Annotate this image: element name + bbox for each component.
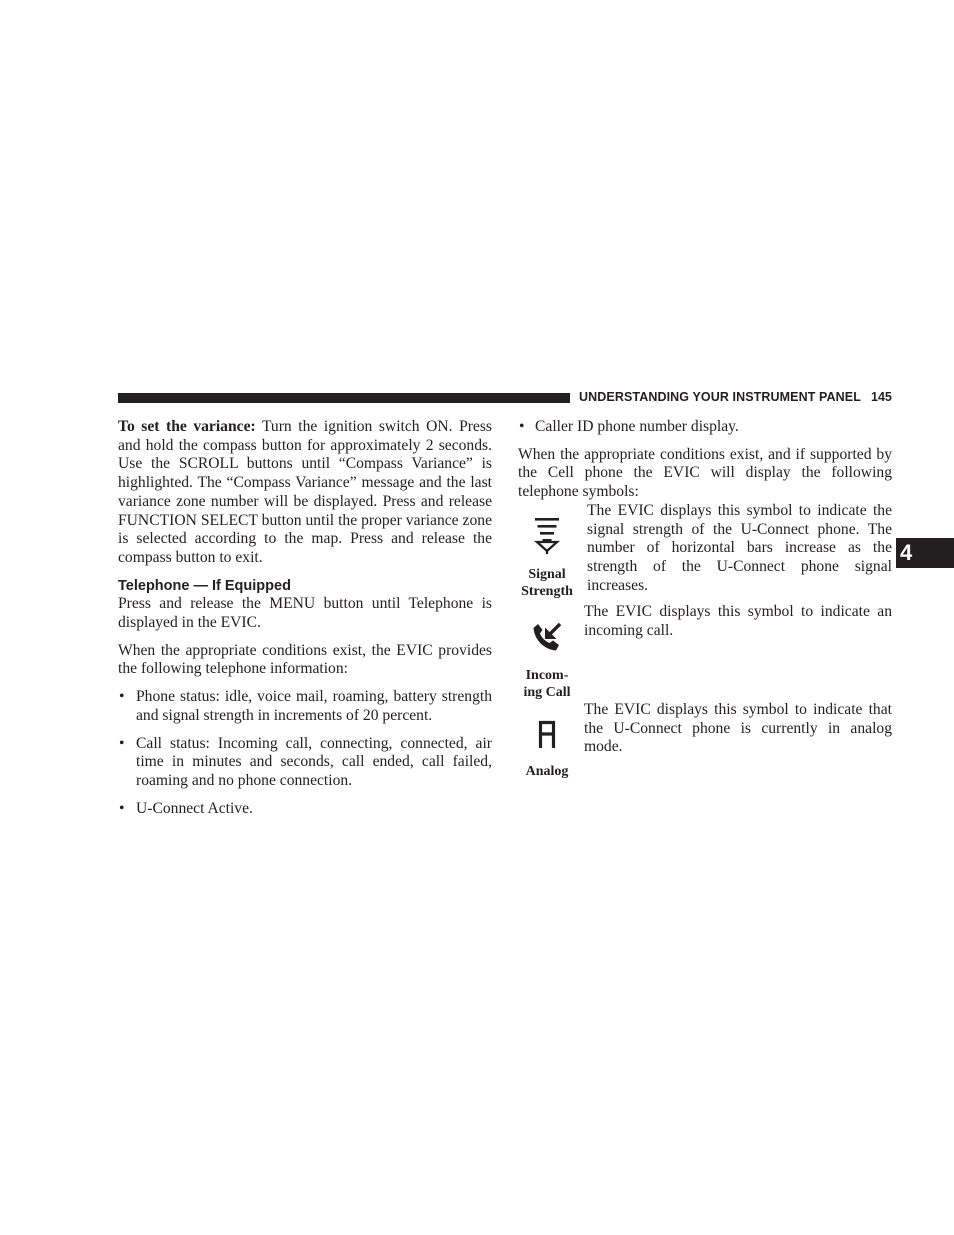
incoming-call-description: The EVIC displays this symbol to indicate an incoming call. [584,603,892,639]
page-number: 145 [871,390,892,404]
signal-strength-icon [533,516,561,554]
signal-strength-description: The EVIC displays this symbol to indicate the signal strength of the U-Connect phone. The number of horizontal bars increase as the strength of the U-Connect phone signal increases. [587,502,892,594]
variance-text: Turn the ignition switch ON. Press and hold the compass button for approximately 2 seconds. Use the SCROLL buttons until “Compass Variance” is highlighted. The “Compass Variance” message and the last variance zone number will be displayed. Press and release FUNCTION SELECT button until the proper variance zone is selected according to the map. Press and release the compass button to exit. [118,418,492,566]
header-rule [118,393,570,403]
incoming-call-label: Incom- ing Call [523,668,571,700]
analog-icon [537,719,557,749]
menu-paragraph: Press and release the MENU button until Telephone is displayed in the EVIC. [118,595,492,632]
telephone-info-list [118,688,492,818]
variance-lead: To set the variance: [118,418,256,435]
symbols-intro-paragraph: When the appropriate conditions exist, and if supported by the Cell phone the EVIC will display the following telephone symbols: [518,445,892,501]
list-item: • Phone status: idle, voice mail, roaming, battery strength and signal strength in increments of 20 percent. [119,688,492,724]
bullet-glyph: • [519,418,525,435]
incoming-call-row [518,603,892,698]
analog-description: The EVIC displays this symbol to indicate that the U-Connect phone is currently in analog mode. [584,701,892,756]
bullet-glyph: • [119,734,125,752]
right-column [518,418,892,502]
signal-strength-row [518,502,892,602]
signal-strength-symbol [518,516,576,600]
incoming-call-icon [531,621,563,653]
variance-paragraph [118,418,492,568]
incoming-call-symbol [518,621,576,701]
caller-id-list [518,418,892,437]
bullet-glyph: • [119,799,125,817]
left-column [118,418,492,818]
section-title: UNDERSTANDING YOUR INSTRUMENT PANEL [579,390,861,404]
list-item: • Call status: Incoming call, connecting, connected, air time in minutes and seconds, call ended, call failed, roaming and no phone connection. [119,734,492,789]
signal-strength-label: Signal Strength [521,567,573,599]
chapter-tab: 4 [896,538,954,568]
analog-symbol [518,719,576,780]
analog-label: Analog [525,764,569,779]
bullet-glyph: • [119,688,125,706]
list-item: • U-Connect Active. [119,799,253,817]
conditions-paragraph: When the appropriate conditions exist, the EVIC provides the following telephone information: [118,641,492,678]
list-item: • Caller ID phone number display. [519,418,739,435]
analog-row [518,701,892,781]
telephone-heading: Telephone — If Equipped [118,577,291,594]
